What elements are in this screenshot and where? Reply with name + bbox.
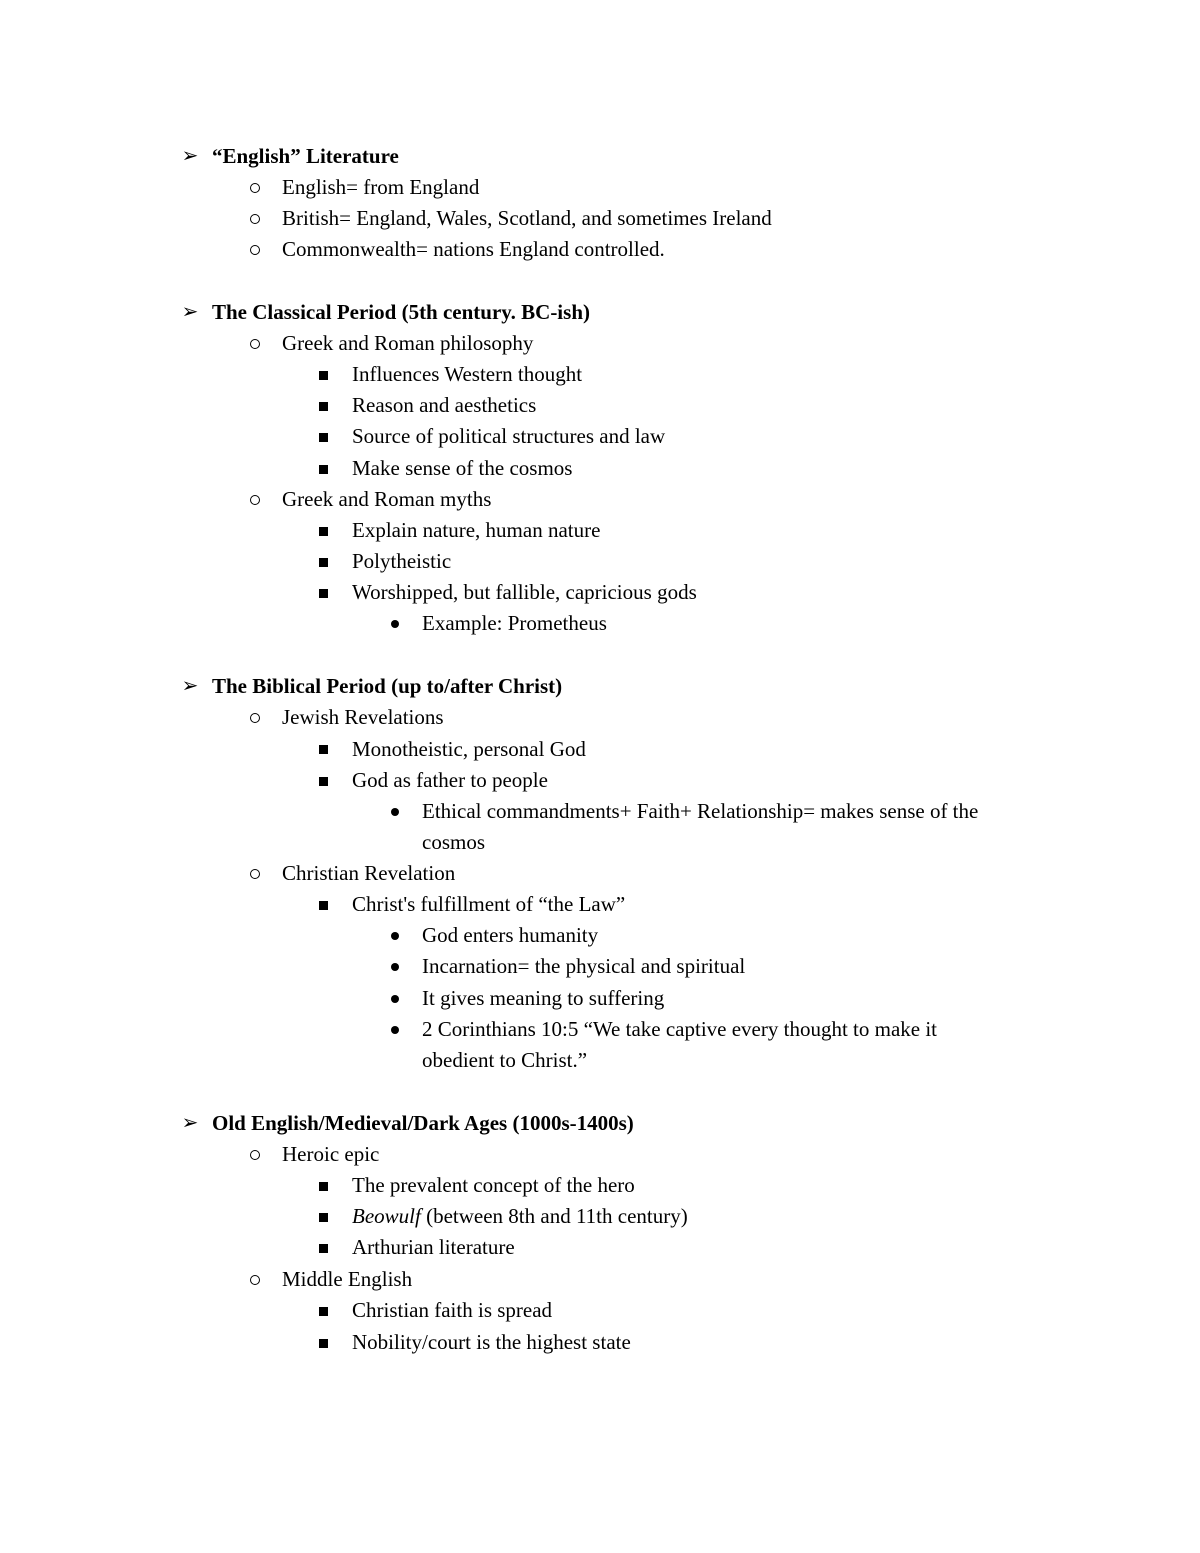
arrowhead-bullet-icon: ➢	[181, 145, 199, 167]
list-item: Polytheistic	[352, 549, 452, 573]
filled-square-bullet-icon	[319, 1307, 328, 1316]
hollow-circle-bullet-icon	[250, 1275, 260, 1285]
hollow-circle-bullet-icon	[250, 214, 260, 224]
filled-square-bullet-icon	[319, 527, 328, 536]
book-title: Beowulf	[352, 1204, 421, 1228]
filled-square-bullet-icon	[319, 745, 328, 754]
list-item: Worshipped, but fallible, capricious gods	[352, 580, 697, 604]
hollow-circle-bullet-icon	[250, 339, 260, 349]
list-item: Greek and Roman myths	[282, 487, 492, 511]
filled-dot-bullet-icon	[391, 808, 399, 816]
list-item	[352, 1202, 688, 1230]
list-item: Arthurian literature	[352, 1235, 515, 1259]
filled-square-bullet-icon	[319, 589, 328, 598]
list-item: Source of political structures and law	[352, 424, 666, 448]
list-item-continuation: obedient to Christ.”	[422, 1048, 588, 1072]
list-item: Jewish Revelations	[282, 705, 444, 729]
list-item: God enters humanity	[422, 923, 599, 947]
filled-square-bullet-icon	[319, 371, 328, 380]
list-item: The prevalent concept of the hero	[352, 1173, 635, 1197]
list-item: Monotheistic, personal God	[352, 737, 586, 761]
list-item: Christ's fulfillment of “the Law”	[352, 892, 626, 916]
list-item: Make sense of the cosmos	[352, 456, 573, 480]
filled-square-bullet-icon	[319, 777, 328, 786]
section-heading: The Classical Period (5th century. BC-ish)	[212, 300, 590, 324]
hollow-circle-bullet-icon	[250, 869, 260, 879]
hollow-circle-bullet-icon	[250, 183, 260, 193]
list-item: Explain nature, human nature	[352, 518, 601, 542]
hollow-circle-bullet-icon	[250, 713, 260, 723]
arrowhead-bullet-icon: ➢	[181, 301, 199, 323]
book-title-note: (between 8th and 11th century)	[420, 1204, 688, 1228]
arrowhead-bullet-icon: ➢	[181, 675, 199, 697]
filled-dot-bullet-icon	[391, 620, 399, 628]
list-item-continuation: cosmos	[422, 830, 485, 854]
list-item: Christian Revelation	[282, 861, 456, 885]
list-item: It gives meaning to suffering	[422, 986, 665, 1010]
list-item: Christian faith is spread	[352, 1298, 553, 1322]
list-item: Heroic epic	[282, 1142, 380, 1166]
filled-dot-bullet-icon	[391, 1026, 399, 1034]
list-item: Incarnation= the physical and spiritual	[422, 954, 746, 978]
hollow-circle-bullet-icon	[250, 245, 260, 255]
section-heading: The Biblical Period (up to/after Christ)	[212, 674, 563, 698]
list-item: British= England, Wales, Scotland, and sometimes Ireland	[282, 206, 772, 230]
filled-square-bullet-icon	[319, 558, 328, 567]
list-item: Influences Western thought	[352, 362, 583, 386]
hollow-circle-bullet-icon	[250, 1150, 260, 1160]
filled-square-bullet-icon	[319, 1339, 328, 1348]
list-item: Middle English	[282, 1267, 413, 1291]
filled-square-bullet-icon	[319, 402, 328, 411]
list-item: Example: Prometheus	[422, 611, 607, 635]
arrowhead-bullet-icon: ➢	[181, 1112, 199, 1134]
filled-square-bullet-icon	[319, 901, 328, 910]
list-item: Ethical commandments+ Faith+ Relationship= makes sense of the	[422, 799, 979, 823]
filled-dot-bullet-icon	[391, 932, 399, 940]
filled-dot-bullet-icon	[391, 963, 399, 971]
filled-square-bullet-icon	[319, 465, 328, 474]
list-item: English= from England	[282, 175, 480, 199]
filled-square-bullet-icon	[319, 1244, 328, 1253]
section-heading: “English” Literature	[212, 144, 399, 168]
list-item: God as father to people	[352, 768, 548, 792]
list-item: Commonwealth= nations England controlled.	[282, 237, 665, 261]
filled-dot-bullet-icon	[391, 995, 399, 1003]
list-item: Reason and aesthetics	[352, 393, 537, 417]
list-item: Greek and Roman philosophy	[282, 331, 534, 355]
filled-square-bullet-icon	[319, 1213, 328, 1222]
hollow-circle-bullet-icon	[250, 495, 260, 505]
list-item: 2 Corinthians 10:5 “We take captive every thought to make it	[422, 1017, 938, 1041]
list-item: Nobility/court is the highest state	[352, 1330, 631, 1354]
filled-square-bullet-icon	[319, 1182, 328, 1191]
section-heading: Old English/Medieval/Dark Ages (1000s-1400s)	[212, 1111, 634, 1135]
filled-square-bullet-icon	[319, 433, 328, 442]
